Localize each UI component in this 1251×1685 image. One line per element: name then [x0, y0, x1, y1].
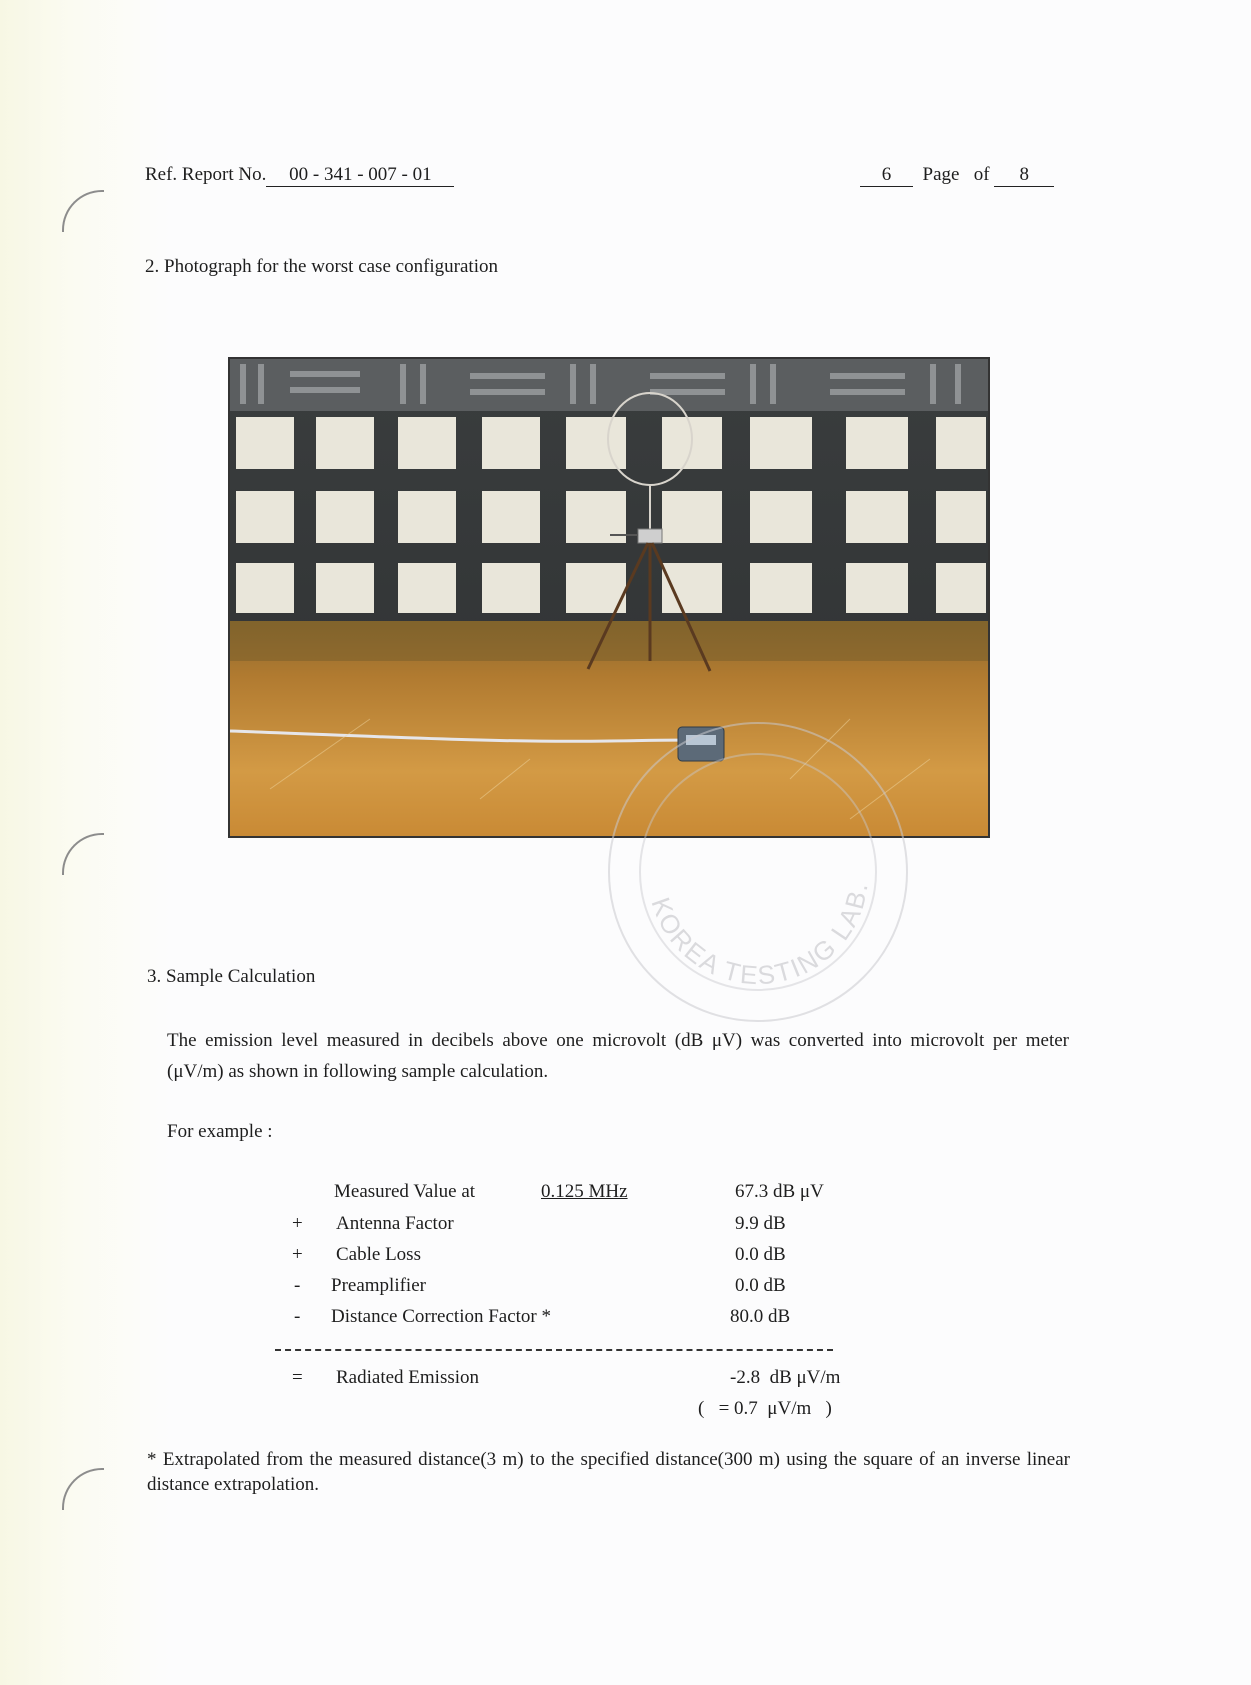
calc-label: Distance Correction Factor *	[331, 1306, 552, 1327]
calc-frequency: 0.125 MHz	[541, 1181, 628, 1202]
page-current: 6	[860, 164, 913, 187]
section-2-title: 2. Photograph for the worst case configuration	[145, 256, 498, 277]
section-3-title: 3. Sample Calculation	[147, 966, 316, 987]
watermark-seal	[608, 722, 908, 1022]
calc-label: Measured Value at	[334, 1181, 476, 1202]
ref-number: 00 - 341 - 007 - 01	[266, 164, 454, 187]
sum-divider	[275, 1349, 833, 1351]
watermark-text: KOREA TESTING LAB.	[645, 879, 874, 991]
report-reference	[145, 164, 454, 187]
calc-operator: =	[292, 1367, 303, 1388]
calc-value: 9.9 dB	[735, 1213, 786, 1234]
page-total: 8	[994, 164, 1054, 187]
punch-hole-mark	[62, 1468, 104, 1510]
result-value: -2.8 dB μV/m	[730, 1367, 841, 1388]
calc-operator: +	[292, 1244, 303, 1265]
of-word: of	[973, 164, 990, 185]
calc-label: Preamplifier	[331, 1275, 426, 1296]
calc-value: 0.0 dB	[735, 1244, 786, 1265]
footnote: * Extrapolated from the measured distance(3 m) to the specified distance(300 m) using the square of an inverse linear distance extrapolation.	[147, 1449, 1070, 1495]
calc-operator: -	[294, 1306, 301, 1327]
calc-label: Cable Loss	[336, 1244, 421, 1265]
punch-hole-mark	[62, 833, 104, 875]
calc-value: 80.0 dB	[730, 1306, 791, 1327]
page-number	[860, 164, 1054, 187]
example-label: For example :	[167, 1121, 273, 1142]
punch-hole-mark	[62, 190, 104, 232]
description-paragraph: The emission level measured in decibels above one microvolt (dB μV) was converted into microvolt per meter (μV/m) as shown in following sample calculation.	[167, 1030, 1069, 1082]
svg-text:KOREA TESTING LAB.	[645, 880, 873, 991]
ref-label: Ref. Report No.	[145, 164, 267, 185]
calc-label: Radiated Emission	[336, 1367, 480, 1388]
calc-value: 0.0 dB	[735, 1275, 786, 1296]
calc-label: Antenna Factor	[336, 1213, 454, 1234]
calc-operator: -	[294, 1275, 301, 1296]
calc-operator: +	[292, 1213, 303, 1234]
page-word: Page	[922, 164, 960, 185]
calc-value: 67.3 dB μV	[735, 1181, 824, 1202]
result-converted: ( = 0.7 μV/m )	[698, 1398, 832, 1419]
